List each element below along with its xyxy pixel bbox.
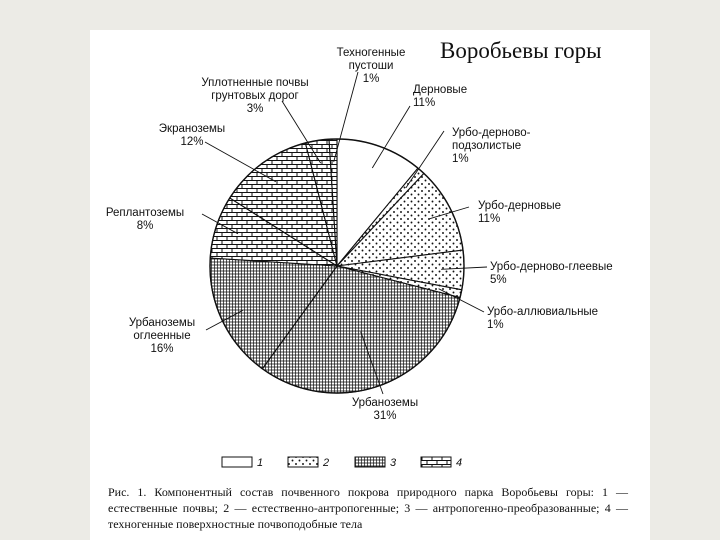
slice-2-label: Урбо-дерново-подзолистые 1% bbox=[452, 127, 531, 165]
legend-key-3: 3 bbox=[390, 457, 397, 469]
slice-7-label: Урбаноземы оглеенные 16% bbox=[128, 317, 196, 355]
slice-5-label: Урбо-аллювиальные 1% bbox=[487, 306, 599, 331]
figure-caption: Рис. 1. Компонентный состав почвенного покрова природного парка Воробьевы горы: 1 — естественные почвы; 2 — естественно-антропогенные; 3 — антропогенно-преобразованные; 4 — техногенные поверхностные почвоподобные тела bbox=[108, 485, 628, 531]
slice-10-label: Уплотненные почвы грунтовых дорог 3% bbox=[201, 77, 309, 115]
legend-swatch-4 bbox=[421, 457, 451, 467]
slice-9-label: Экраноземы 12% bbox=[158, 123, 226, 148]
slice-4-label: Урбо-дерново-глеевые 5% bbox=[490, 261, 613, 286]
slice-6-label: Урбаноземы 31% bbox=[351, 397, 419, 422]
legend-swatch-3 bbox=[355, 457, 385, 467]
legend-key-2: 2 bbox=[323, 457, 330, 469]
slice-3-label: Урбо-дерновые 11% bbox=[478, 200, 562, 225]
slice-8-label: Реплантоземы 8% bbox=[105, 207, 185, 232]
slice-1-label: Дерновые 11% bbox=[413, 84, 468, 109]
legend-key-1: 1 bbox=[257, 457, 264, 469]
slice-11-label: Техногенные пустоши 1% bbox=[336, 47, 406, 85]
slide-title: Воробьевы горы bbox=[440, 38, 602, 63]
legend-swatch-1 bbox=[222, 457, 252, 467]
legend-key-4: 4 bbox=[456, 457, 463, 469]
legend-swatch-2 bbox=[288, 457, 318, 467]
